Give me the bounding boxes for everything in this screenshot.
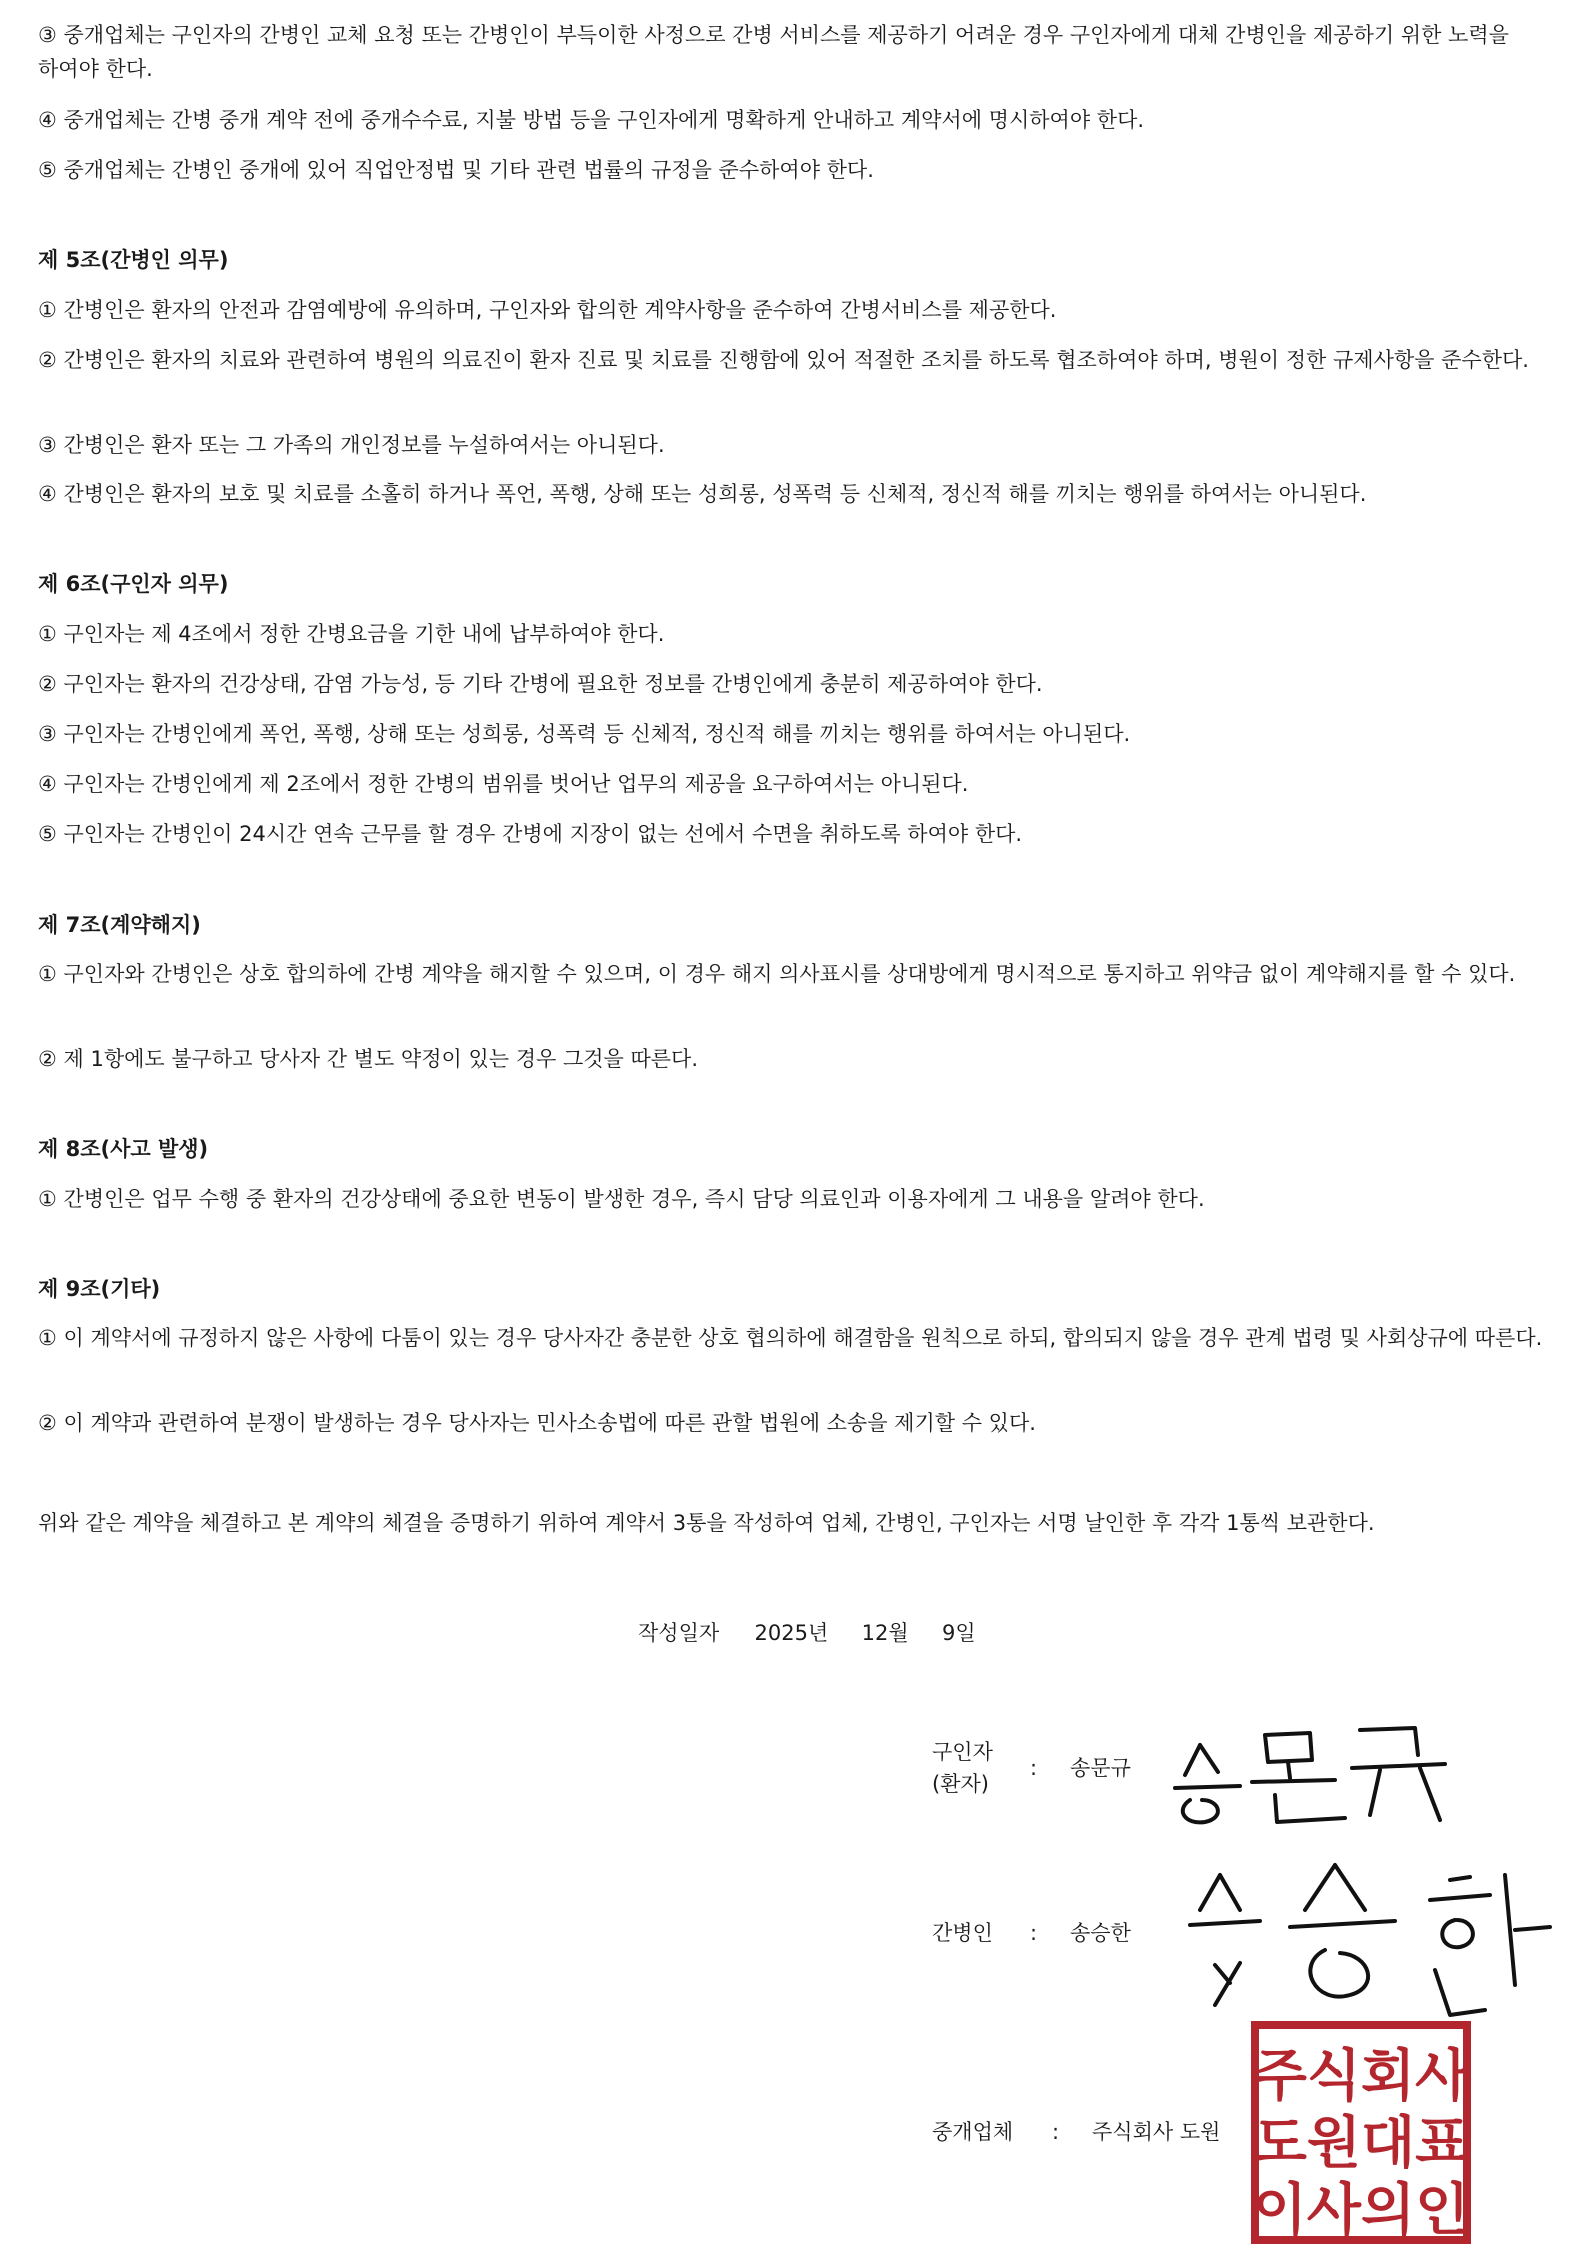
caregiver-label: 간병인 (932, 1921, 993, 1945)
date-day: 9일 (942, 1621, 976, 1645)
article4-item5: ⑤ 중개업체는 간병인 중개에 있어 직업안정법 및 기타 관련 법률의 규정을 준수하여야 한다. (38, 158, 874, 182)
article7-heading: 제 7조(계약해지) (38, 913, 201, 937)
closing-statement: 위와 같은 계약을 체결하고 본 계약의 체결을 증명하기 위하여 계약서 3통을 작성하여 업체, 간병인, 구인자는 서명 날인한 후 각각 1통씩 보관한다. (38, 1511, 1375, 1535)
date-year: 2025년 (754, 1621, 829, 1645)
client-name: 송문규 (1070, 1756, 1131, 1780)
article6-item3: ③ 구인자는 간병인에게 폭언, 폭행, 상해 또는 성희롱, 성폭력 등 신체적, 정신적 해를 끼치는 행위를 하여서는 아니된다. (38, 722, 1131, 746)
stamp-line3: 이사의인 (1252, 2178, 1470, 2243)
article5-item4: ④ 간병인은 환자의 보호 및 치료를 소홀히 하거나 폭언, 폭행, 상해 또는 성희롱, 성폭력 등 신체적, 정신적 해를 끼치는 행위를 하여서는 아니된다. (38, 482, 1367, 506)
article5-item3: ③ 간병인은 환자 또는 그 가족의 개인정보를 누설하여서는 아니된다. (38, 433, 665, 457)
agency-name: 주식회사 도원 (1092, 2120, 1221, 2144)
article4-item3: ③ 중개업체는 구인자의 간병인 교체 요청 또는 간병인이 부득이한 사정으로 간병 서비스를 제공하기 어려운 경우 구인자에게 대체 간병인을 제공하기 위한 노력을 하여야 한다. (38, 23, 1509, 81)
caregiver-colon: : (1030, 1921, 1038, 1945)
article5-heading: 제 5조(간병인 의무) (38, 248, 229, 272)
date-month: 12월 (861, 1621, 909, 1645)
client-signature (1170, 1700, 1470, 1850)
agency-colon: : (1052, 2120, 1060, 2144)
article7-item1: ① 구인자와 간병인은 상호 합의하에 간병 계약을 해지할 수 있으며, 이 경우 해지 의사표시를 상대방에게 명시적으로 통지하고 위약금 없이 계약해지를 할 수 있다. (38, 962, 1516, 986)
caregiver-name: 송승한 (1070, 1921, 1131, 1945)
article6-item5: ⑤ 구인자는 간병인이 24시간 연속 근무를 할 경우 간병에 지장이 없는 선에서 수면을 취하도록 하여야 한다. (38, 822, 1023, 846)
article6-item2: ② 구인자는 환자의 건강상태, 감염 가능성, 등 기타 간병에 필요한 정보를 간병인에게 충분히 제공하여야 한다. (38, 672, 1043, 696)
client-label-line1: 구인자 (932, 1740, 993, 1764)
caregiver-signature (1185, 1855, 1555, 2030)
agency-label: 중개업체 (932, 2120, 1014, 2144)
article8-item1: ① 간병인은 업무 수행 중 환자의 건강상태에 중요한 변동이 발생한 경우, 즉시 담당 의료인과 이용자에게 그 내용을 알려야 한다. (38, 1187, 1205, 1211)
stamp-line1: 주식회사 (1252, 2044, 1470, 2109)
article7-item2: ② 제 1항에도 불구하고 당사자 간 별도 약정이 있는 경우 그것을 따른다. (38, 1047, 699, 1071)
article9-item2: ② 이 계약과 관련하여 분쟁이 발생하는 경우 당사자는 민사소송법에 따른 관할 법원에 소송을 제기할 수 있다. (38, 1411, 1036, 1435)
article9-heading: 제 9조(기타) (38, 1277, 161, 1301)
article6-item1: ① 구인자는 제 4조에서 정한 간병요금을 기한 내에 납부하여야 한다. (38, 622, 665, 646)
company-seal-stamp (1250, 2020, 1472, 2245)
date-label: 작성일자 (638, 1621, 720, 1645)
article9-item1: ① 이 계약서에 규정하지 않은 사항에 다툼이 있는 경우 당사자간 충분한 상호 협의하에 해결함을 원칙으로 하되, 합의되지 않을 경우 관계 법령 및 사회상규에 따른다. (38, 1326, 1543, 1350)
client-colon: : (1030, 1756, 1038, 1780)
stamp-line2: 도원대표 (1252, 2111, 1470, 2176)
client-label-line2: (환자) (932, 1772, 989, 1796)
article6-item4: ④ 구인자는 간병인에게 제 2조에서 정한 간병의 범위를 벗어난 업무의 제공을 요구하여서는 아니된다. (38, 772, 969, 796)
article5-item1: ① 간병인은 환자의 안전과 감염예방에 유의하며, 구인자와 합의한 계약사항을 준수하여 간병서비스를 제공한다. (38, 298, 1057, 322)
article4-item4: ④ 중개업체는 간병 중개 계약 전에 중개수수료, 지불 방법 등을 구인자에게 명확하게 안내하고 계약서에 명시하여야 한다. (38, 108, 1145, 132)
date-line (638, 1617, 976, 1649)
article5-item2: ② 간병인은 환자의 치료와 관련하여 병원의 의료진이 환자 진료 및 치료를 진행함에 있어 적절한 조치를 하도록 협조하여야 하며, 병원이 정한 규제사항을 준수한다. (38, 348, 1529, 372)
article6-heading: 제 6조(구인자 의무) (38, 572, 229, 596)
article8-heading: 제 8조(사고 발생) (38, 1137, 209, 1161)
